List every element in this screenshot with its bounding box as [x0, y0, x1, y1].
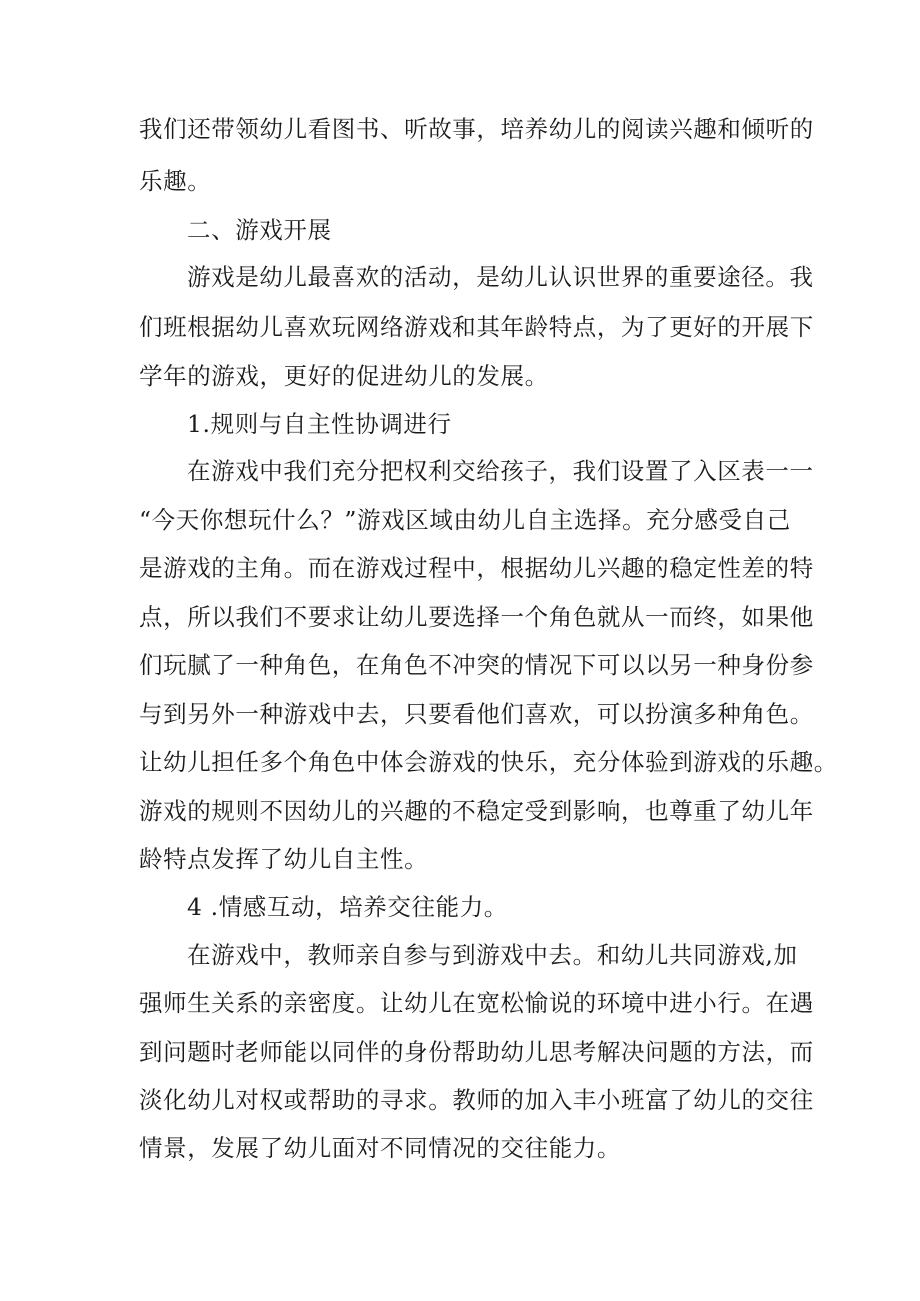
text-line: 游戏是幼儿最喜欢的活动，是幼儿认识世界的重要途径。我: [187, 263, 814, 291]
text-line: 在游戏中，教师亲自参与到游戏中去。和幼儿共同游戏,加: [187, 941, 798, 969]
text-line: 乐趣。: [139, 167, 212, 195]
text-line: 强师生关系的亲密度。让幼儿在宽松愉说的环境中进小行。在遇: [139, 989, 814, 1017]
text-line: 学年的游戏，更好的促进幼儿的发展。: [139, 362, 549, 390]
text-line: 让幼儿担任多个角色中体会游戏的快乐，充分体验到游戏的乐趣。: [139, 748, 838, 776]
text-line: 淡化幼儿对权或帮助的寻求。教师的加入丰小班富了幼儿的交往: [139, 1086, 814, 1114]
subsection-heading: 1.规则与自主性协调进行: [187, 410, 452, 438]
text-line: 们玩腻了一种角色，在角色不冲突的情况下可以以另一种身份参: [139, 651, 814, 679]
text-line: 我们还带领幼儿看图书、听故事，培养幼儿的阅读兴趣和倾听的: [139, 115, 814, 143]
text-line: 点，所以我们不要求让幼儿要选择一个角色就从一而终，如果他: [139, 603, 814, 631]
text-line: 游戏的规则不因幼儿的兴趣的不稳定受到影响，也尊重了幼儿年: [139, 797, 814, 825]
text-line: 是游戏的主角。而在游戏过程中，根据幼儿兴趣的稳定性差的特: [139, 554, 814, 582]
text-line: 们班根据幼儿喜欢玩网络游戏和其年龄特点，为了更好的开展下: [139, 313, 814, 341]
text-line: “今天你想玩什么？”游戏区域由幼儿自主选择。充分感受自己: [139, 506, 791, 534]
text-line: 情景，发展了幼儿面对不同情况的交往能力。: [139, 1134, 621, 1162]
section-heading: 二、游戏开展: [187, 216, 332, 244]
text-line: 龄特点发挥了幼儿自主性。: [139, 845, 429, 873]
text-line: 与到另外一种游戏中去，只要看他们喜欢，可以扮演多种角色。: [139, 700, 814, 728]
text-line: 在游戏中我们充分把权利交给孩子，我们设置了入区表一一: [187, 457, 814, 485]
text-line: 到问题时老师能以同伴的身份帮助幼儿思考解决问题的方法，而: [139, 1038, 814, 1066]
subsection-heading: 4 .情感互动，培养交往能力。: [187, 893, 508, 921]
